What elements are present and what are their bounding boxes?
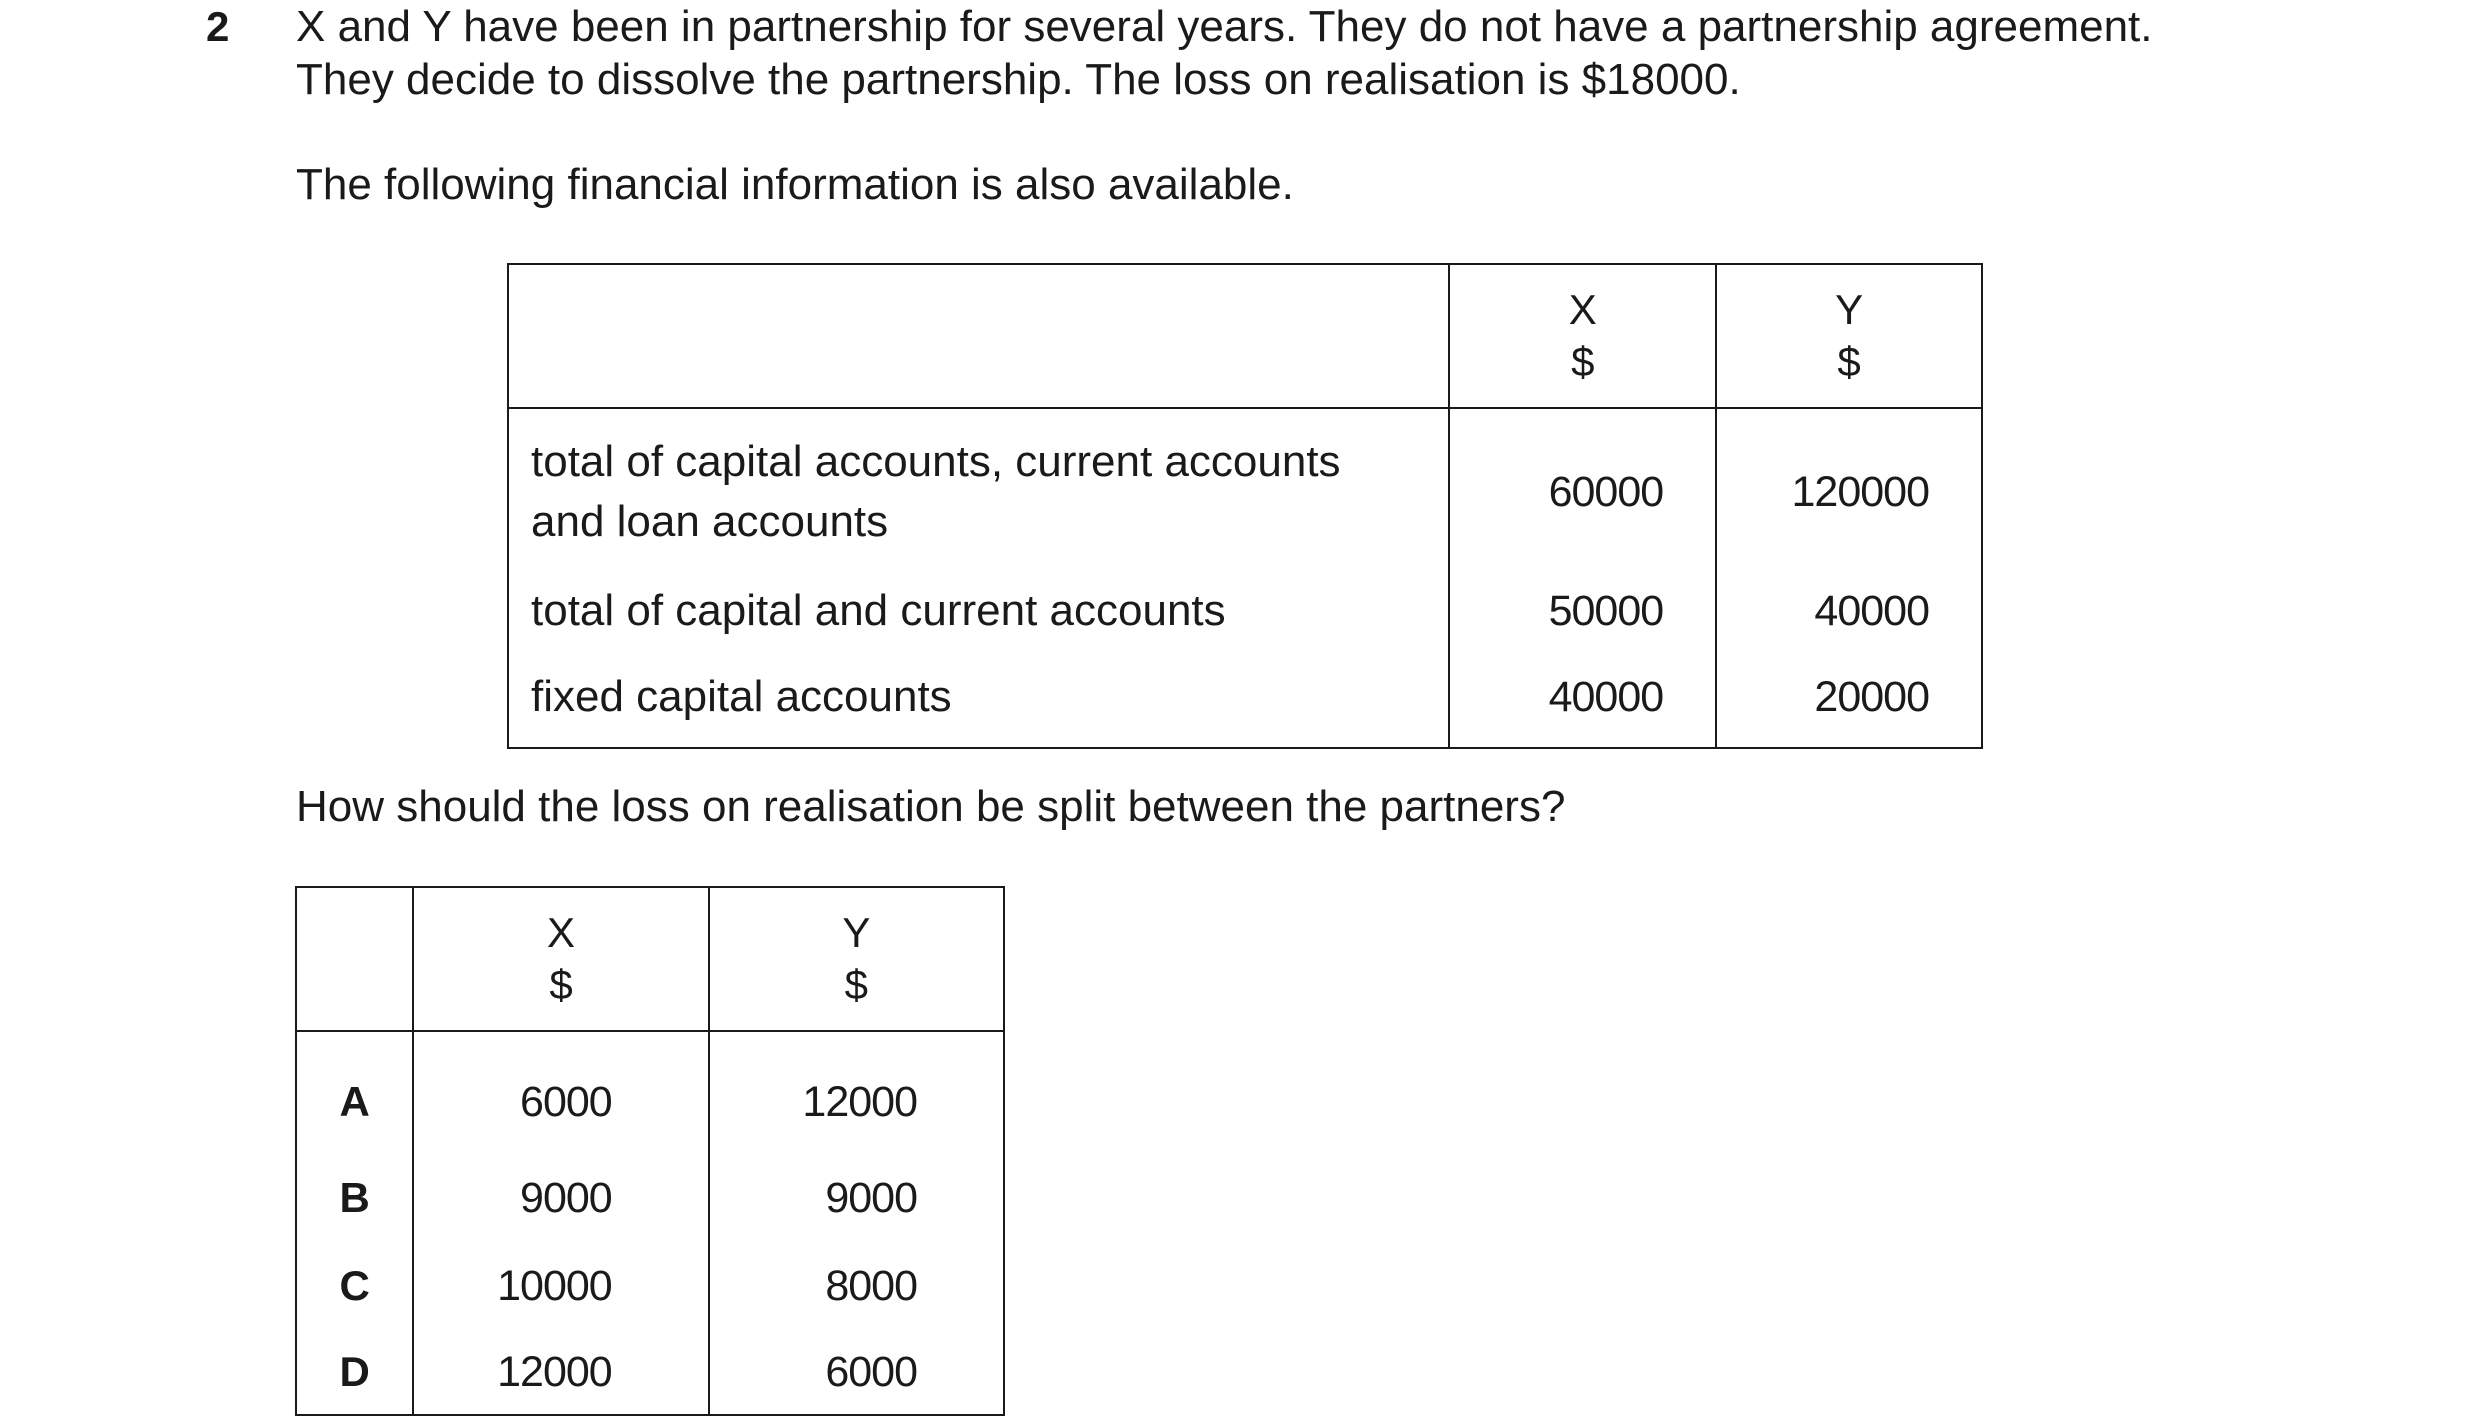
- question-intro-line-1: X and Y have been in partnership for several years. They do not have a partnership agreement.: [296, 2, 2153, 51]
- question-prompt: How should the loss on realisation be split between the partners?: [296, 782, 1566, 831]
- financial-header-x-name: X: [1568, 286, 1597, 333]
- option-value-y: 12000: [709, 1031, 1004, 1154]
- option-letter: A: [296, 1031, 413, 1154]
- answer-options-table: [295, 886, 1005, 1416]
- option-row-c[interactable]: [296, 1242, 1004, 1330]
- financial-row-label-line-2: and loan accounts: [531, 497, 889, 546]
- info-text: The following financial information is also available.: [296, 160, 1294, 209]
- options-header-y-unit: $: [844, 961, 869, 1008]
- financial-header-y-name: Y: [1835, 286, 1864, 333]
- financial-table-header-row: [508, 264, 1982, 408]
- option-row-d[interactable]: [296, 1330, 1004, 1415]
- table-row: [508, 575, 1982, 647]
- question-number: 2: [206, 3, 230, 50]
- option-value-x: 6000: [413, 1031, 708, 1154]
- question-intro-line-2: They decide to dissolve the partnership. The loss on realisation is $18000.: [296, 55, 1741, 104]
- option-row-b[interactable]: [296, 1154, 1004, 1242]
- financial-info-table: [507, 263, 1983, 749]
- table-row: [508, 408, 1982, 575]
- option-value-y: 9000: [709, 1154, 1004, 1242]
- option-value-x: 12000: [413, 1330, 708, 1415]
- financial-value-y: 40000: [1716, 575, 1982, 647]
- financial-value-y: 20000: [1716, 647, 1982, 748]
- options-table-header-row: [296, 887, 1004, 1031]
- option-letter: D: [296, 1330, 413, 1415]
- options-header-x: [413, 887, 708, 1031]
- option-value-x: 9000: [413, 1154, 708, 1242]
- financial-header-x: [1449, 264, 1716, 408]
- table-row: [508, 647, 1982, 748]
- options-header-y-name: Y: [842, 909, 871, 956]
- financial-value-x: 40000: [1449, 647, 1716, 748]
- financial-header-y: [1716, 264, 1982, 408]
- option-letter: B: [296, 1154, 413, 1242]
- option-row-a[interactable]: [296, 1031, 1004, 1154]
- options-header-x-unit: $: [549, 961, 573, 1008]
- options-header-x-name: X: [547, 909, 576, 956]
- options-header-y: [709, 887, 1004, 1031]
- financial-header-blank-cell: [508, 264, 1449, 408]
- financial-value-x: 50000: [1449, 575, 1716, 647]
- options-header-blank-cell: [296, 887, 413, 1031]
- financial-value-y: 120000: [1716, 408, 1982, 575]
- option-value-x: 10000: [413, 1242, 708, 1330]
- financial-header-x-unit: $: [1571, 338, 1595, 385]
- financial-value-x: 60000: [1449, 408, 1716, 575]
- financial-row-label-line-1: total of capital accounts, current accounts: [531, 437, 1341, 486]
- option-value-y: 6000: [709, 1330, 1004, 1415]
- financial-row-label: [508, 408, 1449, 575]
- financial-header-y-unit: $: [1837, 338, 1861, 385]
- financial-row-label: fixed capital accounts: [508, 647, 1449, 748]
- option-letter: C: [296, 1242, 413, 1330]
- financial-row-label: total of capital and current accounts: [508, 575, 1449, 647]
- option-value-y: 8000: [709, 1242, 1004, 1330]
